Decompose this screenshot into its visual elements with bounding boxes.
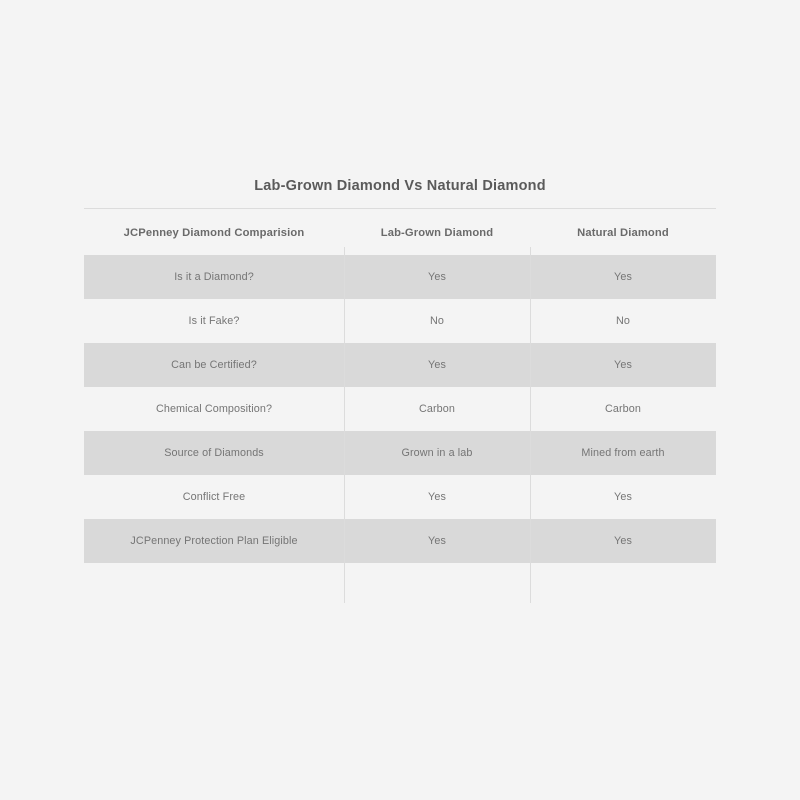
row-natural-value: Yes [530,343,716,387]
column-header-natural: Natural Diamond [577,227,669,239]
row-lab-value: Carbon [418,403,455,415]
row-natural-value: Yes [530,519,716,563]
table-body [84,255,716,563]
row-feature-label: Is it a Diamond? [84,255,344,299]
row-feature-label: Can be Certified? [84,343,344,387]
page-title: Lab-Grown Diamond Vs Natural Diamond [84,178,716,209]
row-feature-label: Chemical Composition? [155,403,273,415]
row-lab-value: No [429,315,444,327]
table-row [84,475,716,519]
row-natural-value: Yes [614,491,632,503]
row-feature-label: JCPenney Protection Plan Eligible [84,519,344,563]
table-header-row [84,209,716,255]
row-lab-value: Yes [428,491,446,503]
column-header-lab-grown: Lab-Grown Diamond [380,227,494,239]
table-row [84,431,716,475]
row-lab-value: Yes [344,343,530,387]
row-feature-label: Conflict Free [182,491,246,503]
table-row [84,387,716,431]
column-divider-1 [344,247,345,603]
row-feature-label: Is it Fake? [188,315,240,327]
diamond-comparison-table [84,209,716,563]
table-row [84,299,716,343]
table-row [84,343,716,387]
row-lab-value: Yes [344,255,530,299]
row-natural-value: No [615,315,630,327]
column-divider-2 [530,247,531,603]
column-header-feature: JCPenney Diamond Comparision [123,227,305,239]
row-lab-value: Yes [344,519,530,563]
table-header [84,209,716,255]
row-natural-value: Yes [530,255,716,299]
comparison-table-container [84,178,716,563]
table-row [84,255,716,299]
row-natural-value: Mined from earth [530,431,716,475]
row-lab-value: Grown in a lab [344,431,530,475]
table-row [84,519,716,563]
row-feature-label: Source of Diamonds [84,431,344,475]
row-natural-value: Carbon [604,403,641,415]
